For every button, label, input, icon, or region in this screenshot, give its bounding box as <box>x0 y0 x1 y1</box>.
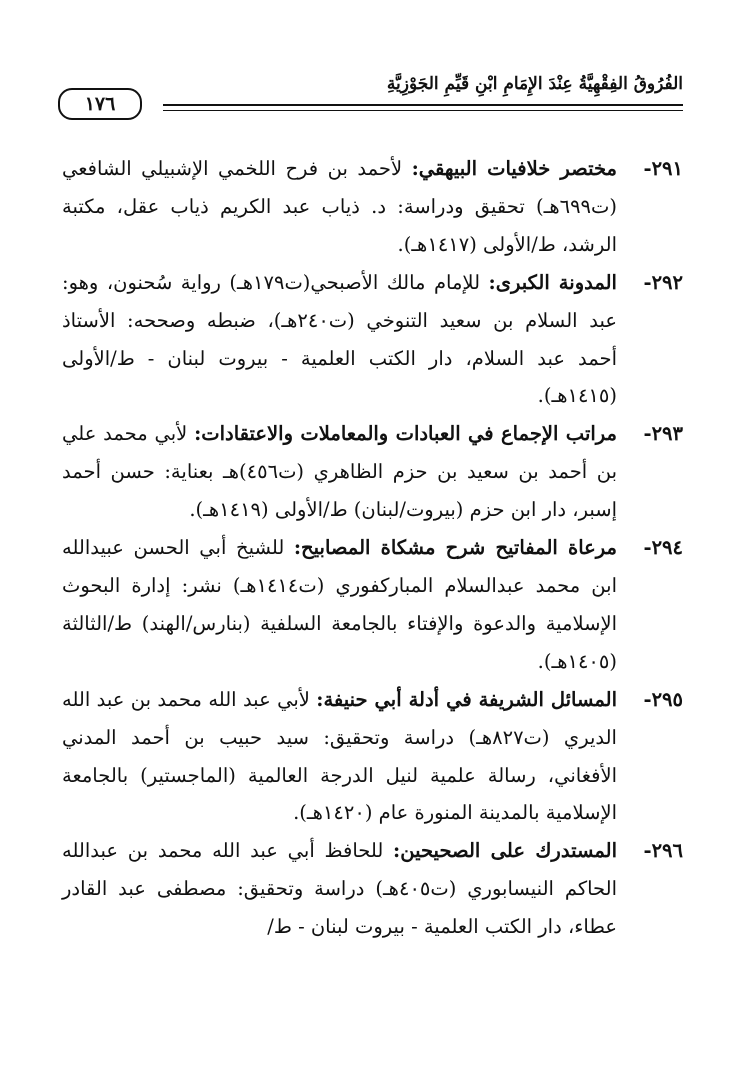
entry-text: لأبي محمد علي بن أحمد بن سعيد بن حزم الظاهري (ت٤٥٦)هـ بعناية: حسن أحمد إسبر، دار ابن حزم (بيروت/لبنان) ط/الأولى (١٤١٩هـ). <box>62 422 617 522</box>
entry-text: للإمام مالك الأصبحي(ت١٧٩هـ) رواية سُحنون، وهو: عبد السلام بن سعيد التنوخي (ت٢٤٠هـ)، ضبطه وصححه: الأستاذ أحمد عبد السلام، دار الكتب العلمية - بيروت لبنان - ط/الأولى (١٤١٥هـ). <box>62 270 617 408</box>
entry-title: المدونة الكبرى: <box>488 270 617 294</box>
bibliography-list <box>62 150 683 946</box>
bibliography-entry <box>62 415 683 529</box>
entry-text: للحافظ أبي عبد الله محمد بن عبدالله الحاكم النيسابوري (ت٤٠٥هـ) دراسة وتحقيق: مصطفى عبد القادر عطاء، دار الكتب العلمية - بيروت لبنان - ط/ <box>62 839 617 939</box>
entry-title: مراتب الإجماع في العبادات والمعاملات والاعتقادات: <box>194 422 617 446</box>
bibliography-entry <box>62 150 683 264</box>
running-title: الفُرُوقُ الفِقْهِيَّةُ عِنْدَ الإِمَامِ ابْنِ قَيِّمِ الجَوْزِيَّةِ <box>386 74 683 94</box>
bibliography-entry <box>62 832 683 946</box>
header-rule <box>163 104 683 106</box>
bibliography-entry <box>62 529 683 681</box>
entry-title: مختصر خلافيات البيهقي: <box>411 157 617 180</box>
entry-text: لأبي عبد الله محمد بن عبد الله الديري (ت٨٢٧هـ) دراسة وتحقيق: سيد حبيب بن أحمد المدني الأفغاني، رسالة علمية لنيل الدرجة العالمية (الماجستير) بالجامعة الإسلامية بالمدينة المنورة عام (١٤٢٠هـ). <box>62 687 617 825</box>
entry-number: ٢٩٢- <box>643 270 683 294</box>
entry-text: لأحمد بن فرح اللخمي الإشبيلي الشافعي (ت٦٩٩هـ) تحقيق ودراسة: د. ذياب عبد الكريم ذياب عقل، مكتبة الرشد، ط/الأولى (١٤١٧هـ). <box>62 157 617 256</box>
entry-number: ٢٩٤- <box>643 536 683 560</box>
entry-number: ٢٩٣- <box>643 422 683 446</box>
page-number: ١٧٦ <box>58 88 142 120</box>
bibliography-entry <box>62 264 683 416</box>
running-header <box>58 74 683 120</box>
entry-title: المستدرك على الصحيحين: <box>393 839 617 863</box>
entry-number: ٢٩١- <box>643 157 683 180</box>
entry-title: المسائل الشريفة في أدلة أبي حنيفة: <box>316 687 617 711</box>
entry-title: مرعاة المفاتيح شرح مشكاة المصابيح: <box>293 536 617 560</box>
entry-number: ٢٩٥- <box>643 687 683 711</box>
header-rule-thin <box>163 110 683 111</box>
entry-number: ٢٩٦- <box>643 839 683 863</box>
entry-text: للشيخ أبي الحسن عبيدالله ابن محمد عبدالسلام المباركفوري (ت١٤١٤هـ) نشر: إدارة البحوث الإسلامية والدعوة والإفتاء بالجامعة السلفية (بنارس/الهند) ط/الثالثة (١٤٠٥هـ). <box>62 536 617 673</box>
bibliography-entry <box>62 681 683 833</box>
